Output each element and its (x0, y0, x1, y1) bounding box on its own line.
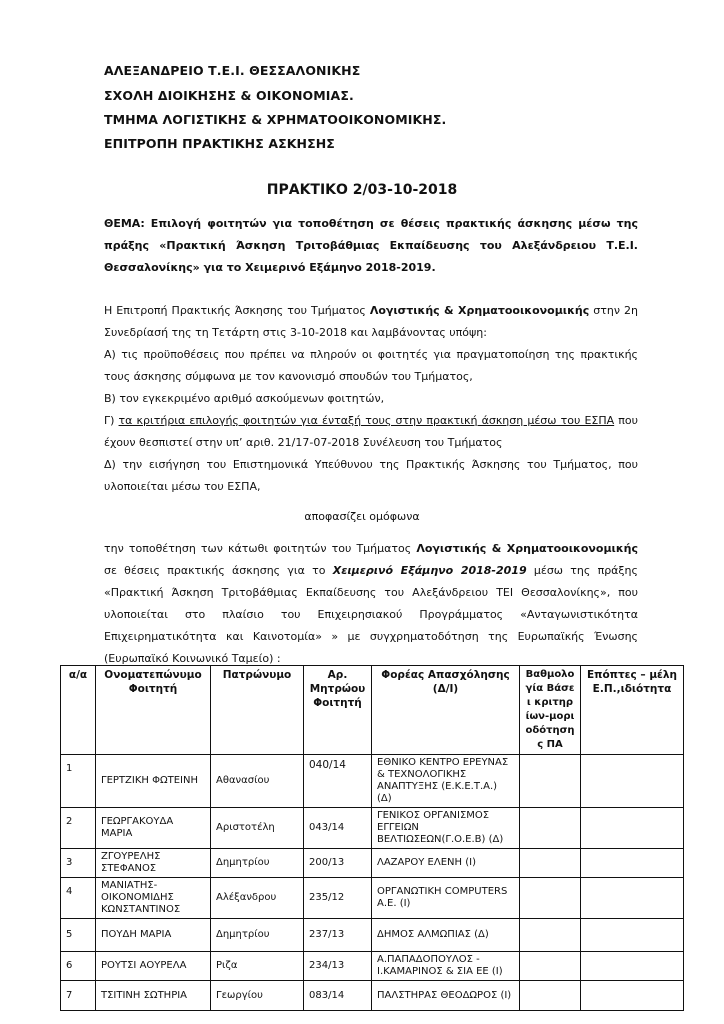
student-name: ΡΟΥΤΣΙ ΑΟΥΡΕΛΑ (96, 952, 211, 981)
decision-text: αποφασίζει ομόφωνα (304, 510, 420, 523)
committee-name: ΕΠΙΤΡΟΠΗ ΠΡΑΚΤΙΚΗΣ ΑΣΚΗΣΗΣ (104, 136, 335, 151)
score (520, 981, 581, 1011)
score (520, 808, 581, 849)
department-name: ΤΜΗΜΑ ΛΟΓΙΣΤΙΚΗΣ & ΧΡΗΜΑΤΟΟΙΚΟΝΟΜΙΚΗΣ. (104, 112, 447, 127)
student-name: ΖΓΟΥΡΕΛΗΣ ΣΤΕΦΑΝΟΣ (96, 849, 211, 878)
registration-number: 200/13 (304, 849, 372, 878)
document-title: ΠΡΑΚΤΙΚΟ 2/03-10-2018 (266, 182, 458, 198)
col-header-father-name: Πατρώνυμο (211, 666, 304, 755)
father-name: Ριζα (211, 952, 304, 981)
consideration-b: Β) τον εγκεκριμένο αριθμό ασκούμενων φοιτητών, (104, 392, 385, 405)
col-header-score: Βαθμολογία Βάσει κριτηρίων-μοριοδότησης ΠΑ (520, 666, 581, 755)
father-name: Αριστοτέλη (211, 808, 304, 849)
table-row (61, 981, 684, 1011)
col-header-supervisors: Επόπτες – μέλη Ε.Π.,ιδιότητα (581, 666, 684, 755)
table-row (61, 849, 684, 878)
row-number: 6 (61, 952, 96, 981)
supervisor (581, 755, 684, 808)
consideration-d: Δ) την εισήγηση του Επιστημονικά Υπεύθυνου της Πρακτικής Άσκησης του Τμήματος, που υλοποιείται μέσω του ΕΣΠΑ, (104, 458, 638, 493)
registration-number: 043/14 (304, 808, 372, 849)
student-name: ΓΕΩΡΓΑΚΟΥΔΑ ΜΑΡΙΑ (96, 808, 211, 849)
row-number: 2 (61, 808, 96, 849)
student-name: ΠΟΥΔΗ ΜΑΡΙΑ (96, 919, 211, 952)
registration-number: 234/13 (304, 952, 372, 981)
col-header-student-name: Ονοματεπώνυμο Φοιτητή (96, 666, 211, 755)
placement-text-2: σε θέσεις πρακτικής άσκησης για το (104, 564, 333, 577)
table-row (61, 952, 684, 981)
table-header-row (61, 666, 684, 755)
registration-number: 083/14 (304, 981, 372, 1011)
employer: ΛΑΖΑΡΟΥ ΕΛΕΝΗ (Ι) (372, 849, 520, 878)
supervisor (581, 878, 684, 919)
placement-text-3: μέσω της πράξης «Πρακτική Άσκηση Τριτοβάθμιας Εκπαίδευσης του Αλεξάνδρειου ΤΕΙ Θεσσαλονίκης», που υλοποιείται στο πλαίσιο του Επιχειρησιακού Προγράμματος «Ανταγωνιστικότητα Επιχειρηματικότητα και Καινοτομία» » με συγχρηματοδότηση της Ευρωπαϊκής Ένωσης (Ευρωπαϊκό Κοινωνικό Ταμείο) : (104, 564, 638, 665)
consideration-a: Α) τις προϋποθέσεις που πρέπει να πληρούν οι φοιτητές για πραγματοποίηση της πρακτικής τους άσκησης σύμφωνα με τον κανονισμό σπουδών του Τμήματος, (104, 348, 638, 383)
consideration-c-prefix: Γ) (104, 414, 119, 427)
score (520, 878, 581, 919)
supervisor (581, 952, 684, 981)
student-name: ΤΣΙΤΙΝΗ ΣΩΤΗΡΙΑ (96, 981, 211, 1011)
score (520, 919, 581, 952)
consideration-c-underlined: τα κριτήρια επιλογής φοιτητών για ένταξή τους στην πρακτική άσκηση μέσω του ΕΣΠΑ (118, 414, 615, 427)
father-name: Δημητρίου (211, 919, 304, 952)
registration-number: 040/14 (304, 755, 372, 808)
department-bold: Λογιστικής & Χρηματοοικονομικής (369, 304, 590, 317)
supervisor (581, 849, 684, 878)
intro-paragraph (104, 300, 638, 344)
institution-name: ΑΛΕΞΑΝΔΡΕΙΟ Τ.Ε.Ι. ΘΕΣΣΑΛΟΝΙΚΗΣ (104, 63, 361, 78)
row-number: 3 (61, 849, 96, 878)
supervisor (581, 981, 684, 1011)
father-name: Αθανασίου (211, 755, 304, 808)
col-header-registration-number: Αρ. Μητρώου Φοιτητή (304, 666, 372, 755)
employer: ΔΗΜΟΣ ΑΛΜΩΠΙΑΣ (Δ) (372, 919, 520, 952)
placement-department-bold: Λογιστικής & Χρηματοοικονομικής (416, 542, 638, 555)
col-header-employer: Φορέας Απασχόλησης (Δ/Ι) (372, 666, 520, 755)
table-row (61, 808, 684, 849)
student-name: ΜΑΝΙΑΤΗΣ-ΟΙΚΟΝΟΜΙΔΗΣ ΚΩΝΣΤΑΝΤΙΝΟΣ (96, 878, 211, 919)
semester-bold-italic: Χειμερινό Εξάμηνο 2018-2019 (332, 564, 527, 577)
placement-paragraph (104, 538, 638, 670)
consideration-c-rest: που έχουν θεσπιστεί στην υπ’ αριθ. 21/17-07-2018 Συνέλευση του Τμήματος (104, 414, 638, 449)
employer: Α.ΠΑΠΑΔΟΠΟΥΛΟΣ - Ι.ΚΑΜΑΡΙΝΟΣ & ΣΙΑ ΕΕ (Ι) (372, 952, 520, 981)
father-name: Γεωργίου (211, 981, 304, 1011)
table-row (61, 919, 684, 952)
row-number: 5 (61, 919, 96, 952)
employer: ΕΘΝΙΚΟ ΚΕΝΤΡΟ ΕΡΕΥΝΑΣ & ΤΕΧΝΟΛΟΓΙΚΗΣ ΑΝΑΠΤΥΞΗΣ (Ε.Κ.Ε.Τ.Α.) (Δ) (372, 755, 520, 808)
intro-text-1: Η Επιτροπή Πρακτικής Άσκησης του Τμήματος (104, 304, 370, 317)
registration-number: 235/12 (304, 878, 372, 919)
row-number: 7 (61, 981, 96, 1011)
father-name: Δημητρίου (211, 849, 304, 878)
subject-paragraph: ΘΕΜΑ: Επιλογή φοιτητών για τοποθέτηση σε θέσεις πρακτικής άσκησης μέσω της πράξης «Πρακτική Άσκηση Τριτοβάθμιας Εκπαίδευσης του Αλεξάνδρειου Τ.Ε.Ι. Θεσσαλονίκης» για το Χειμερινό Εξάμηνο 2018-2019. (104, 217, 638, 274)
student-name: ΓΕΡΤΖΙΚΗ ΦΩΤΕΙΝΗ (96, 755, 211, 808)
supervisor (581, 919, 684, 952)
supervisor (581, 808, 684, 849)
table-row (61, 878, 684, 919)
score (520, 849, 581, 878)
employer: ΟΡΓΑΝΩΤΙΚΗ COMPUTERS Α.Ε. (Ι) (372, 878, 520, 919)
row-number: 1 (61, 755, 96, 808)
score (520, 755, 581, 808)
row-number: 4 (61, 878, 96, 919)
intro-text-2: στην 2η Συνεδρίασή της τη Τετάρτη στις 3-10-2018 και λαμβάνοντας υπόψη: (104, 304, 638, 339)
school-name: ΣΧΟΛΗ ΔΙΟΙΚΗΣΗΣ & ΟΙΚΟΝΟΜΙΑΣ. (104, 88, 354, 103)
col-header-aa: α/α (61, 666, 96, 755)
father-name: Αλέξανδρου (211, 878, 304, 919)
score (520, 952, 581, 981)
registration-number: 237/13 (304, 919, 372, 952)
table-row (61, 755, 684, 808)
employer: ΠΑΛΣΤΗΡΑΣ ΘΕΟΔΩΡΟΣ (Ι) (372, 981, 520, 1011)
students-table (60, 665, 684, 1011)
employer: ΓΕΝΙΚΟΣ ΟΡΓΑΝΙΣΜΟΣ ΕΓΓΕΙΩΝ ΒΕΛΤΙΩΣΕΩΝ(Γ.Ο.Ε.Β) (Δ) (372, 808, 520, 849)
consideration-c (104, 410, 638, 454)
placement-text-1: την τοποθέτηση των κάτωθι φοιτητών του Τμήματος (104, 542, 417, 555)
